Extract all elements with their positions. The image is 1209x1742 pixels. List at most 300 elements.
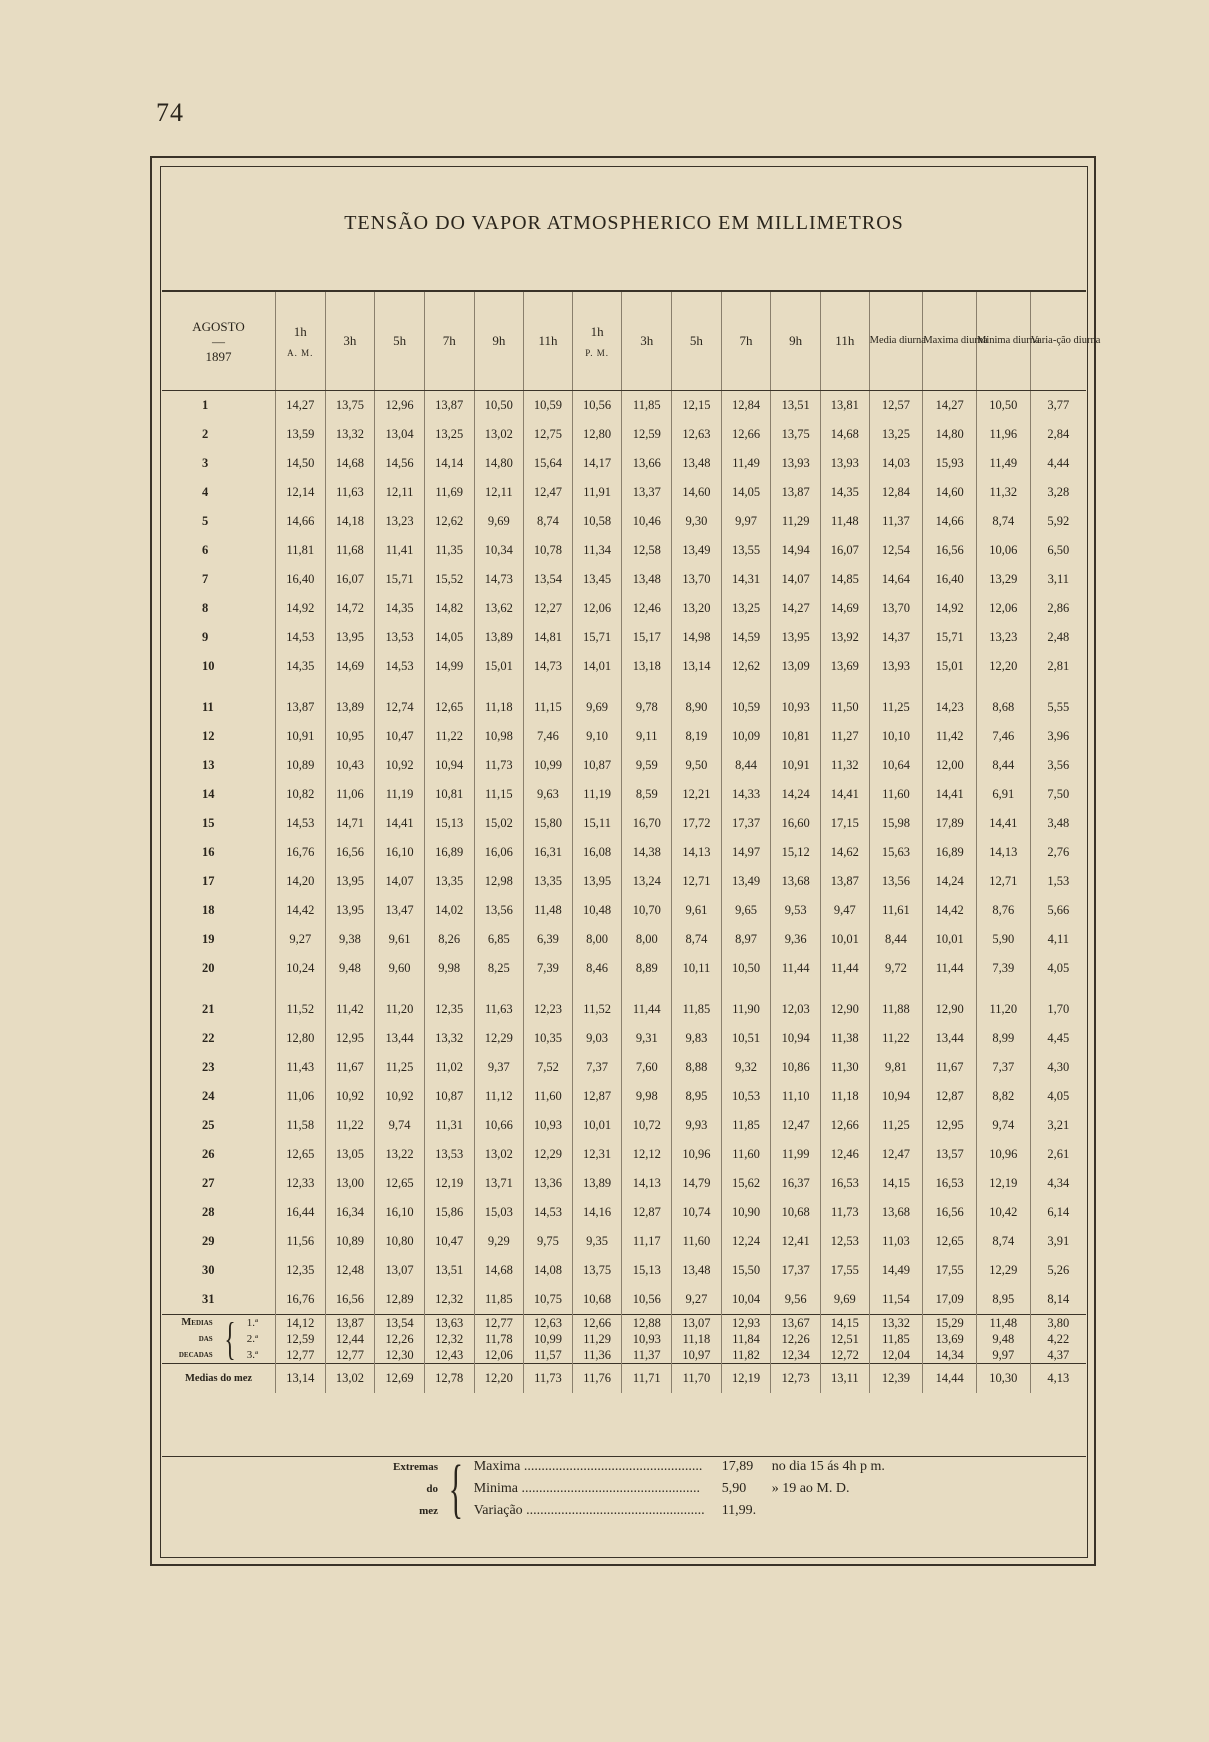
value-cell: 14,03 (869, 449, 923, 478)
value-cell: 16,08 (572, 838, 622, 867)
table-row (162, 954, 1086, 983)
value-cell: 13,49 (721, 867, 771, 896)
value-cell: 11,25 (869, 693, 923, 722)
value-cell: 10,92 (325, 1082, 375, 1111)
value-cell: 11,38 (821, 1024, 870, 1053)
value-cell: 11,99 (771, 1140, 821, 1169)
day-cell: 14 (202, 787, 215, 801)
value-cell: 12,74 (375, 693, 425, 722)
header-hour-am-3: 3h (325, 292, 375, 391)
table-row (162, 391, 1086, 421)
value-cell: 10,10 (869, 722, 923, 751)
value-cell: 4,44 (1030, 449, 1086, 478)
value-cell: 8,25 (474, 954, 524, 983)
value-cell: 13,87 (821, 867, 870, 896)
value-cell: 13,04 (375, 420, 425, 449)
value-cell: 13,68 (869, 1198, 923, 1227)
month-mean-cell: 13,11 (821, 1364, 870, 1394)
value-cell: 8,88 (672, 1053, 722, 1082)
decadas-cell (672, 1315, 722, 1364)
value-cell: 8,46 (572, 954, 622, 983)
value-cell: 15,01 (923, 652, 977, 681)
value-cell: 15,71 (572, 623, 622, 652)
value-cell: 14,35 (375, 594, 425, 623)
value-cell: 12,31 (572, 1140, 622, 1169)
value-cell: 13,07 (375, 1256, 425, 1285)
value-cell: 12,95 (325, 1024, 375, 1053)
day-cell: 13 (202, 758, 215, 772)
value-cell: 14,13 (977, 838, 1031, 867)
value-cell: 14,24 (923, 867, 977, 896)
day-cell: 23 (202, 1060, 215, 1074)
value-cell: 10,11 (672, 954, 722, 983)
value-cell: 10,01 (821, 925, 870, 954)
value-cell: 14,42 (275, 896, 325, 925)
value-cell: 15,01 (474, 652, 524, 681)
value-cell: 15,80 (524, 809, 573, 838)
decadas-cell (771, 1315, 821, 1364)
value-cell: 7,39 (977, 954, 1031, 983)
value-cell: 10,04 (721, 1285, 771, 1315)
month-mean-cell: 14,44 (923, 1364, 977, 1394)
decadas-value: 12,44 (335, 1332, 364, 1346)
value-cell: 13,47 (375, 896, 425, 925)
value-cell: 9,27 (672, 1285, 722, 1315)
month-mean-row (162, 1364, 1086, 1394)
value-cell: 12,20 (977, 652, 1031, 681)
decadas-row (162, 1315, 1086, 1364)
decadas-value: 12,04 (881, 1348, 911, 1362)
value-cell: 14,94 (771, 536, 821, 565)
value-cell: 14,41 (977, 809, 1031, 838)
value-cell: 11,29 (771, 507, 821, 536)
value-cell: 13,02 (474, 420, 524, 449)
value-cell: 16,10 (375, 838, 425, 867)
value-cell: 12,11 (474, 478, 524, 507)
value-cell: 7,37 (977, 1053, 1031, 1082)
decadas-value: 11,48 (989, 1316, 1018, 1330)
value-cell: 10,80 (375, 1227, 425, 1256)
table-row (162, 478, 1086, 507)
value-cell: 9,47 (821, 896, 870, 925)
value-cell: 10,53 (721, 1082, 771, 1111)
value-cell: 14,53 (375, 652, 425, 681)
value-cell: 9,83 (672, 1024, 722, 1053)
value-cell: 17,55 (923, 1256, 977, 1285)
value-cell: 14,79 (672, 1169, 722, 1198)
decadas-value: 12,34 (781, 1348, 810, 1362)
value-cell: 13,53 (424, 1140, 474, 1169)
value-cell: 10,86 (771, 1053, 821, 1082)
value-cell: 14,92 (275, 594, 325, 623)
value-cell: 9,48 (325, 954, 375, 983)
value-cell: 13,48 (622, 565, 672, 594)
decadas-cell (869, 1315, 923, 1364)
value-cell: 7,52 (524, 1053, 573, 1082)
value-cell: 3,11 (1030, 565, 1086, 594)
value-cell: 14,35 (821, 478, 870, 507)
value-cell: 8,89 (622, 954, 672, 983)
value-cell: 10,96 (672, 1140, 722, 1169)
value-cell: 12,06 (977, 594, 1031, 623)
value-cell: 14,05 (424, 623, 474, 652)
vapor-tension-table (162, 292, 1101, 1393)
value-cell: 11,42 (923, 722, 977, 751)
value-cell: 14,64 (869, 565, 923, 594)
value-cell: 13,89 (474, 623, 524, 652)
value-cell: 13,09 (771, 652, 821, 681)
value-cell: 7,50 (1030, 780, 1086, 809)
value-cell: 11,81 (275, 536, 325, 565)
value-cell: 16,53 (821, 1169, 870, 1198)
value-cell: 12,47 (869, 1140, 923, 1169)
table-title: TENSÃO DO VAPOR ATMOSPHERICO EM MILLIMETROS (344, 212, 904, 234)
table-row (162, 925, 1086, 954)
header-hour-am-11: 11h (524, 292, 573, 391)
header-hour-pm-7: 7h (721, 292, 771, 391)
header-hour-pm-5: 5h (672, 292, 722, 391)
value-cell: 10,43 (325, 751, 375, 780)
value-cell: 10,50 (474, 391, 524, 421)
value-cell: 9,10 (572, 722, 622, 751)
value-cell: 12,62 (424, 507, 474, 536)
value-cell: 9,60 (375, 954, 425, 983)
value-cell: 10,74 (672, 1198, 722, 1227)
value-cell: 9,56 (771, 1285, 821, 1315)
day-cell: 22 (202, 1031, 215, 1045)
value-cell: 11,02 (424, 1053, 474, 1082)
table-body (162, 391, 1086, 1394)
value-cell: 13,93 (771, 449, 821, 478)
value-cell: 14,80 (474, 449, 524, 478)
value-cell: 13,95 (771, 623, 821, 652)
value-cell: 13,24 (622, 867, 672, 896)
value-cell: 11,31 (424, 1111, 474, 1140)
value-cell: 15,63 (869, 838, 923, 867)
value-cell: 14,73 (474, 565, 524, 594)
value-cell: 11,49 (977, 449, 1031, 478)
value-cell: 13,00 (325, 1169, 375, 1198)
value-cell: 9,81 (869, 1053, 923, 1082)
value-cell: 4,11 (1030, 925, 1086, 954)
value-cell: 13,44 (375, 1024, 425, 1053)
decadas-cell (424, 1315, 474, 1364)
value-cell: 14,53 (524, 1198, 573, 1227)
value-cell: 8,76 (977, 896, 1031, 925)
value-cell: 2,61 (1030, 1140, 1086, 1169)
value-cell: 7,60 (622, 1053, 672, 1082)
value-cell: 11,48 (524, 896, 573, 925)
value-cell: 10,91 (771, 751, 821, 780)
value-cell: 10,93 (771, 693, 821, 722)
decadas-value: 13,63 (435, 1316, 464, 1330)
value-cell: 17,37 (771, 1256, 821, 1285)
value-cell: 12,35 (275, 1256, 325, 1285)
value-cell: 14,85 (821, 565, 870, 594)
value-cell: 15,50 (721, 1256, 771, 1285)
value-cell: 14,20 (275, 867, 325, 896)
value-cell: 12,19 (424, 1169, 474, 1198)
value-cell: 14,42 (923, 896, 977, 925)
value-cell: 11,32 (821, 751, 870, 780)
value-cell: 9,30 (672, 507, 722, 536)
table-row (162, 623, 1086, 652)
decadas-value: 12,26 (781, 1332, 810, 1346)
value-cell: 15,71 (375, 565, 425, 594)
decadas-value: 12,26 (385, 1332, 414, 1346)
value-cell: 13,45 (572, 565, 622, 594)
value-cell: 8,74 (977, 1227, 1031, 1256)
value-cell: 10,01 (572, 1111, 622, 1140)
value-cell: 13,75 (325, 391, 375, 421)
decadas-value: 11,18 (682, 1332, 711, 1346)
value-cell: 10,89 (275, 751, 325, 780)
value-cell: 14,41 (375, 809, 425, 838)
value-cell: 9,75 (524, 1227, 573, 1256)
month-mean-cell: 12,39 (869, 1364, 923, 1394)
value-cell: 16,76 (275, 1285, 325, 1315)
value-cell: 15,64 (524, 449, 573, 478)
decadas-value: 9,48 (992, 1332, 1015, 1346)
value-cell: 13,81 (821, 391, 870, 421)
value-cell: 13,32 (424, 1024, 474, 1053)
decadas-value: 14,12 (286, 1316, 315, 1330)
value-cell: 14,07 (375, 867, 425, 896)
value-cell: 10,56 (622, 1285, 672, 1315)
value-cell: 11,48 (821, 507, 870, 536)
value-cell: 16,37 (771, 1169, 821, 1198)
value-cell: 14,56 (375, 449, 425, 478)
decadas-value: 11,57 (534, 1348, 562, 1362)
day-cell: 19 (202, 932, 215, 946)
value-cell: 13,75 (771, 420, 821, 449)
value-cell: 14,66 (923, 507, 977, 536)
value-cell: 11,91 (572, 478, 622, 507)
value-cell: 11,18 (821, 1082, 870, 1111)
decadas-value: 12,77 (286, 1348, 315, 1362)
decadas-value: 12,63 (533, 1316, 563, 1330)
decadas-cell (1030, 1315, 1086, 1364)
value-cell: 15,02 (474, 809, 524, 838)
value-cell: 13,48 (672, 449, 722, 478)
value-cell: 9,36 (771, 925, 821, 954)
value-cell: 11,20 (375, 995, 425, 1024)
value-cell: 11,61 (869, 896, 923, 925)
day-cell: 1 (202, 398, 209, 412)
value-cell: 13,25 (424, 420, 474, 449)
value-cell: 13,93 (869, 652, 923, 681)
value-cell: 9,38 (325, 925, 375, 954)
table-row (162, 507, 1086, 536)
value-cell: 10,87 (572, 751, 622, 780)
decadas-value: 12,93 (731, 1316, 761, 1330)
value-cell: 12,19 (977, 1169, 1031, 1198)
value-cell: 15,17 (622, 623, 672, 652)
value-cell: 10,34 (474, 536, 524, 565)
value-cell: 11,37 (869, 507, 923, 536)
decadas-value: 9,97 (992, 1348, 1015, 1362)
value-cell: 13,57 (923, 1140, 977, 1169)
value-cell: 16,40 (275, 565, 325, 594)
value-cell: 13,89 (572, 1169, 622, 1198)
table-row (162, 751, 1086, 780)
table-row (162, 722, 1086, 751)
value-cell: 11,27 (821, 722, 870, 751)
value-cell: 16,31 (524, 838, 573, 867)
value-cell: 10,50 (721, 954, 771, 983)
value-cell: 12,48 (325, 1256, 375, 1285)
value-cell: 16,53 (923, 1169, 977, 1198)
value-cell: 14,33 (721, 780, 771, 809)
month-mean-cell: 12,69 (375, 1364, 425, 1394)
value-cell: 16,76 (275, 838, 325, 867)
value-cell: 12,29 (977, 1256, 1031, 1285)
value-cell: 11,41 (375, 536, 425, 565)
value-cell: 13,59 (275, 420, 325, 449)
value-cell: 11,44 (923, 954, 977, 983)
value-cell: 10,48 (572, 896, 622, 925)
decadas-cell (821, 1315, 870, 1364)
value-cell: 11,63 (325, 478, 375, 507)
value-cell: 12,95 (923, 1111, 977, 1140)
header-hour-pm-11: 11h (821, 292, 870, 391)
value-cell: 15,11 (572, 809, 622, 838)
value-cell: 10,99 (524, 751, 573, 780)
value-cell: 12,87 (923, 1082, 977, 1111)
value-cell: 1,53 (1030, 867, 1086, 896)
decadas-value: 11,78 (485, 1332, 513, 1346)
decadas-value: 13,69 (935, 1332, 964, 1346)
value-cell: 12,58 (622, 536, 672, 565)
value-cell: 13,68 (771, 867, 821, 896)
value-cell: 17,15 (821, 809, 870, 838)
value-cell: 4,05 (1030, 954, 1086, 983)
value-cell: 10,58 (572, 507, 622, 536)
value-cell: 2,84 (1030, 420, 1086, 449)
value-cell: 10,24 (275, 954, 325, 983)
value-cell: 6,39 (524, 925, 573, 954)
header-hour-am-7: 7h (424, 292, 474, 391)
day-cell: 11 (202, 700, 214, 714)
value-cell: 11,85 (474, 1285, 524, 1315)
value-cell: 11,44 (821, 954, 870, 983)
value-cell: 14,60 (923, 478, 977, 507)
value-cell: 9,29 (474, 1227, 524, 1256)
header-month-name: AGOSTO (192, 318, 245, 334)
value-cell: 11,73 (474, 751, 524, 780)
decadas-value: 13,07 (682, 1316, 711, 1330)
decadas-cell (474, 1315, 524, 1364)
value-cell: 14,82 (424, 594, 474, 623)
value-cell: 13,55 (721, 536, 771, 565)
value-cell: 14,13 (622, 1169, 672, 1198)
value-cell: 10,96 (977, 1140, 1031, 1169)
value-cell: 10,92 (375, 1082, 425, 1111)
table-row (162, 693, 1086, 722)
month-mean-cell: 4,13 (1030, 1364, 1086, 1394)
decadas-value: 12,66 (583, 1316, 612, 1330)
value-cell: 14,99 (424, 652, 474, 681)
value-cell: 16,06 (474, 838, 524, 867)
extremes-brace: { (448, 1452, 463, 1525)
value-cell: 8,90 (672, 693, 722, 722)
value-cell: 11,22 (869, 1024, 923, 1053)
decadas-value: 13,32 (881, 1316, 911, 1330)
decadas-value: 11,84 (732, 1332, 760, 1346)
value-cell: 11,63 (474, 995, 524, 1024)
value-cell: 17,09 (923, 1285, 977, 1315)
value-cell: 11,06 (275, 1082, 325, 1111)
decadas-value: 4,37 (1047, 1348, 1070, 1362)
value-cell: 11,67 (923, 1053, 977, 1082)
value-cell: 11,67 (325, 1053, 375, 1082)
value-cell: 13,87 (424, 391, 474, 421)
table-row (162, 449, 1086, 478)
value-cell: 16,89 (424, 838, 474, 867)
value-cell: 10,91 (275, 722, 325, 751)
value-cell: 6,14 (1030, 1198, 1086, 1227)
value-cell: 11,22 (325, 1111, 375, 1140)
value-cell: 15,13 (622, 1256, 672, 1285)
table-row (162, 594, 1086, 623)
value-cell: 10,46 (622, 507, 672, 536)
value-cell: 13,51 (771, 391, 821, 421)
value-cell: 14,53 (275, 623, 325, 652)
day-cell: 6 (202, 543, 209, 557)
value-cell: 12,90 (923, 995, 977, 1024)
value-cell: 16,10 (375, 1198, 425, 1227)
value-cell: 13,66 (622, 449, 672, 478)
value-cell: 14,23 (923, 693, 977, 722)
value-cell: 11,60 (721, 1140, 771, 1169)
value-cell: 9,50 (672, 751, 722, 780)
table-row (162, 1169, 1086, 1198)
day-cell: 15 (202, 816, 215, 830)
table-row (162, 1111, 1086, 1140)
value-cell: 12,46 (821, 1140, 870, 1169)
value-cell: 12,59 (622, 420, 672, 449)
value-cell: 8,74 (977, 507, 1031, 536)
value-cell: 15,12 (771, 838, 821, 867)
header-hour-am-5: 5h (375, 292, 425, 391)
value-cell: 12,00 (923, 751, 977, 780)
value-cell: 12,11 (375, 478, 425, 507)
value-cell: 10,59 (524, 391, 573, 421)
value-cell: 4,30 (1030, 1053, 1086, 1082)
value-cell: 9,61 (375, 925, 425, 954)
day-cell: 16 (202, 845, 215, 859)
value-cell: 7,46 (524, 722, 573, 751)
value-cell: 12,65 (424, 693, 474, 722)
table-row (162, 809, 1086, 838)
value-cell: 14,68 (474, 1256, 524, 1285)
value-cell: 11,12 (474, 1082, 524, 1111)
value-cell: 14,41 (821, 780, 870, 809)
value-cell: 13,35 (524, 867, 573, 896)
value-cell: 10,70 (622, 896, 672, 925)
decadas-value: 12,30 (385, 1348, 414, 1362)
value-cell: 8,14 (1030, 1285, 1086, 1315)
day-cell: 29 (202, 1234, 215, 1248)
value-cell: 10,06 (977, 536, 1031, 565)
month-mean-cell: 13,14 (275, 1364, 325, 1394)
value-cell: 11,52 (275, 995, 325, 1024)
header-dash: — (211, 333, 225, 349)
value-cell: 8,97 (721, 925, 771, 954)
value-cell: 13,93 (821, 449, 870, 478)
value-cell: 13,05 (325, 1140, 375, 1169)
value-cell: 11,25 (869, 1111, 923, 1140)
